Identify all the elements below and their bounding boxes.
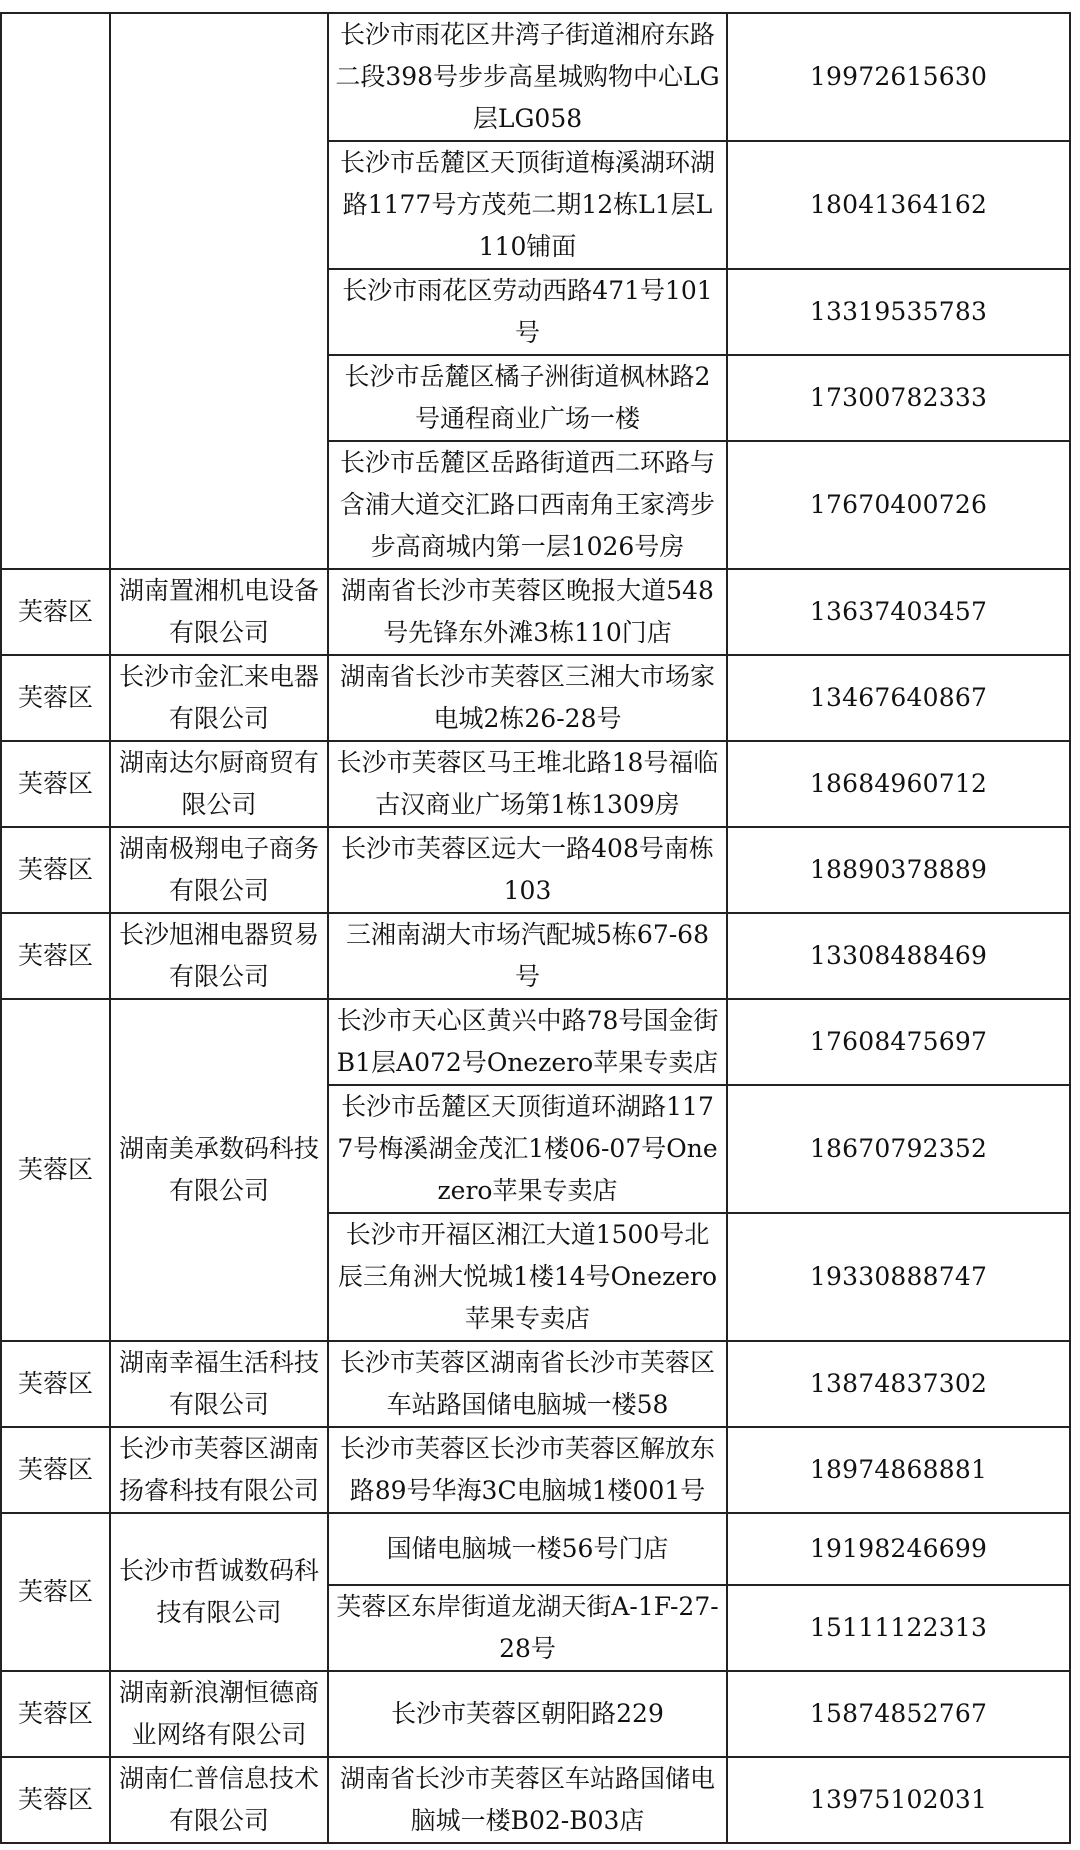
district-cell: [1, 13, 110, 569]
district-cell: 芙蓉区: [1, 999, 110, 1341]
district-cell: 芙蓉区: [1, 1341, 110, 1427]
phone-cell: 18974868881: [727, 1427, 1070, 1513]
address-cell: 长沙市天心区黄兴中路78号国金街B1层A072号Onezero苹果专卖店: [328, 999, 727, 1085]
district-cell: 芙蓉区: [1, 1757, 110, 1843]
address-cell: 长沙市岳麓区橘子洲街道枫林路2号通程商业广场一楼: [328, 355, 727, 441]
district-cell: 芙蓉区: [1, 1427, 110, 1513]
table-row: [1, 741, 1070, 827]
district-cell: 芙蓉区: [1, 569, 110, 655]
table-row: [1, 1671, 1070, 1757]
address-cell: 长沙市雨花区井湾子街道湘府东路二段398号步步高星城购物中心LG层LG058: [328, 13, 727, 141]
district-cell: 芙蓉区: [1, 655, 110, 741]
phone-cell: 13975102031: [727, 1757, 1070, 1843]
address-cell: 长沙市岳麓区岳路街道西二环路与含浦大道交汇路口西南角王家湾步步高商城内第一层1026号房: [328, 441, 727, 569]
phone-cell: 15874852767: [727, 1671, 1070, 1757]
table-row: [1, 827, 1070, 913]
address-cell: 湖南省长沙市芙蓉区车站路国储电脑城一楼B02-B03店: [328, 1757, 727, 1843]
phone-cell: 17670400726: [727, 441, 1070, 569]
address-cell: 湖南省长沙市芙蓉区三湘大市场家电城2栋26-28号: [328, 655, 727, 741]
company-cell: 长沙市芙蓉区湖南扬睿科技有限公司: [110, 1427, 328, 1513]
district-cell: 芙蓉区: [1, 1513, 110, 1671]
company-cell: 湖南新浪潮恒德商业网络有限公司: [110, 1671, 328, 1757]
company-cell: 湖南幸福生活科技有限公司: [110, 1341, 328, 1427]
address-cell: 长沙市芙蓉区朝阳路229: [328, 1671, 727, 1757]
district-cell: 芙蓉区: [1, 1671, 110, 1757]
address-cell: 长沙市芙蓉区马王堆北路18号福临古汉商业广场第1栋1309房: [328, 741, 727, 827]
phone-cell: 13308488469: [727, 913, 1070, 999]
address-cell: 长沙市岳麓区天顶街道梅溪湖环湖路1177号方茂苑二期12栋L1层L110铺面: [328, 141, 727, 269]
company-cell: [110, 13, 328, 569]
phone-cell: 13319535783: [727, 269, 1070, 355]
company-cell: 湖南置湘机电设备有限公司: [110, 569, 328, 655]
table-row: [1, 13, 1070, 141]
company-cell: 长沙市金汇来电器有限公司: [110, 655, 328, 741]
address-cell: 长沙市芙蓉区长沙市芙蓉区解放东路89号华海3C电脑城1楼001号: [328, 1427, 727, 1513]
table-row: [1, 569, 1070, 655]
district-cell: 芙蓉区: [1, 741, 110, 827]
table-row: [1, 1513, 1070, 1585]
district-cell: 芙蓉区: [1, 913, 110, 999]
table-row: [1, 999, 1070, 1085]
address-cell: 国储电脑城一楼56号门店: [328, 1513, 727, 1585]
address-cell: 三湘南湖大市场汽配城5栋67-68号: [328, 913, 727, 999]
company-cell: 湖南达尔厨商贸有限公司: [110, 741, 328, 827]
company-cell: 长沙市哲诚数码科技有限公司: [110, 1513, 328, 1671]
phone-cell: 19198246699: [727, 1513, 1070, 1585]
phone-cell: 19972615630: [727, 13, 1070, 141]
address-cell: 长沙市开福区湘江大道1500号北辰三角洲大悦城1楼14号Onezero苹果专卖店: [328, 1213, 727, 1341]
company-cell: 湖南仁普信息技术有限公司: [110, 1757, 328, 1843]
address-cell: 长沙市雨花区劳动西路471号101号: [328, 269, 727, 355]
address-cell: 长沙市芙蓉区远大一路408号南栋103: [328, 827, 727, 913]
phone-cell: 17300782333: [727, 355, 1070, 441]
address-cell: 长沙市芙蓉区湖南省长沙市芙蓉区车站路国储电脑城一楼58: [328, 1341, 727, 1427]
table-row: [1, 1427, 1070, 1513]
company-cell: 湖南极翔电子商务有限公司: [110, 827, 328, 913]
phone-cell: 18684960712: [727, 741, 1070, 827]
phone-cell: 13467640867: [727, 655, 1070, 741]
address-cell: 芙蓉区东岸街道龙湖天街A-1F-27-28号: [328, 1585, 727, 1671]
phone-cell: 15111122313: [727, 1585, 1070, 1671]
company-cell: 湖南美承数码科技有限公司: [110, 999, 328, 1341]
phone-cell: 13637403457: [727, 569, 1070, 655]
phone-cell: 18670792352: [727, 1085, 1070, 1213]
district-cell: 芙蓉区: [1, 827, 110, 913]
address-cell: 长沙市岳麓区天顶街道环湖路1177号梅溪湖金茂汇1楼06-07号Onezero苹果专卖店: [328, 1085, 727, 1213]
phone-cell: 13874837302: [727, 1341, 1070, 1427]
phone-cell: 18041364162: [727, 141, 1070, 269]
table-row: [1, 1341, 1070, 1427]
dealer-table: [0, 12, 1071, 1844]
address-cell: 湖南省长沙市芙蓉区晚报大道548号先锋东外滩3栋110门店: [328, 569, 727, 655]
table-row: [1, 913, 1070, 999]
table-row: [1, 655, 1070, 741]
phone-cell: 19330888747: [727, 1213, 1070, 1341]
phone-cell: 17608475697: [727, 999, 1070, 1085]
table-row: [1, 1757, 1070, 1843]
phone-cell: 18890378889: [727, 827, 1070, 913]
company-cell: 长沙旭湘电器贸易有限公司: [110, 913, 328, 999]
